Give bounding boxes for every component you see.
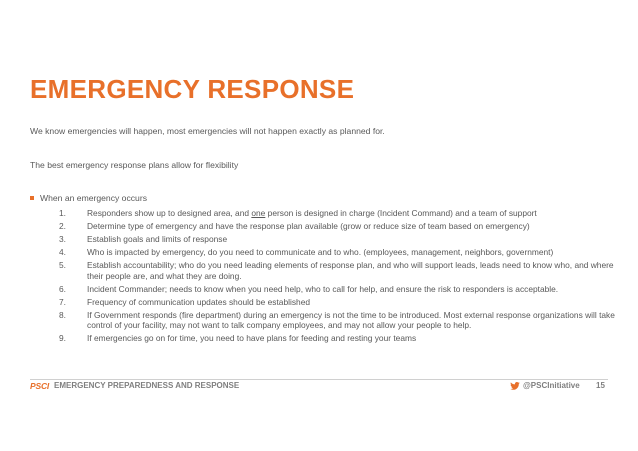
list-item — [55, 297, 615, 308]
list-item — [55, 310, 615, 331]
list-text-part: person is designed in charge (Incident Command) and a team of support — [265, 208, 537, 218]
page-number: 15 — [596, 381, 605, 390]
list-text: Establish accountability; who do you need leading elements of response plan, and who will support leads, leads need to know who, and where their people are, and what they are doing. — [87, 260, 614, 281]
list-text-part: Responders show up to designed area, and — [87, 208, 252, 218]
list-number: 9. — [59, 333, 66, 343]
list-number: 7. — [59, 296, 66, 307]
bullet-item — [30, 193, 147, 203]
slide-title: EMERGENCY RESPONSE — [30, 74, 355, 104]
psci-logo: PSCI — [30, 381, 50, 391]
list-item — [55, 260, 615, 281]
list-number: 1. — [59, 208, 66, 218]
underlined-word: one — [251, 208, 266, 218]
footer-divider — [30, 379, 608, 380]
footer-title: EMERGENCY PREPAREDNESS AND RESPONSE — [54, 381, 240, 390]
list-text: Determine type of emergency and have the response plan available (grow or reduce size of team based on emergency) — [87, 221, 530, 231]
list-number: 5. — [59, 260, 66, 270]
list-item — [55, 234, 615, 245]
square-bullet-icon — [30, 196, 34, 200]
list-item — [55, 247, 615, 258]
social-handle: @PSCInitiative — [523, 381, 580, 390]
intro-text-2: The best emergency response plans allow for flexibility — [30, 160, 239, 170]
list-number: 4. — [59, 247, 66, 257]
list-number: 2. — [59, 221, 66, 231]
list-number: 8. — [59, 309, 66, 320]
twitter-icon — [510, 382, 520, 390]
footer-social — [510, 381, 580, 390]
steps-list — [55, 208, 615, 346]
bullet-text: When an emergency occurs — [40, 193, 147, 203]
list-item — [55, 333, 615, 344]
intro-text-1: We know emergencies will happen, most emergencies will not happen exactly as planned for. — [30, 126, 385, 136]
list-text: Frequency of communication updates should be established — [87, 296, 311, 307]
list-item — [55, 284, 615, 295]
list-item — [55, 208, 615, 219]
list-text: Who is impacted by emergency, do you need to communicate and to who. (employees, management, neighbors, government) — [87, 247, 554, 257]
list-item — [55, 221, 615, 232]
list-text: If emergencies go on for time, you need to have plans for feeding and resting your teams — [87, 333, 417, 343]
list-text: Establish goals and limits of response — [87, 234, 228, 244]
list-text: Incident Commander; needs to know when you need help, who to call for help, and ensure the risk to responders is acceptable. — [87, 283, 559, 294]
list-text: If Government responds (fire department) during an emergency is not the time to be introduced. Most external response organizations will take control of your facility, may not want to talk company employees, and may not allow your people to help. — [87, 309, 615, 330]
list-number: 3. — [59, 234, 66, 244]
list-number: 6. — [59, 283, 66, 294]
list-text — [87, 208, 615, 219]
